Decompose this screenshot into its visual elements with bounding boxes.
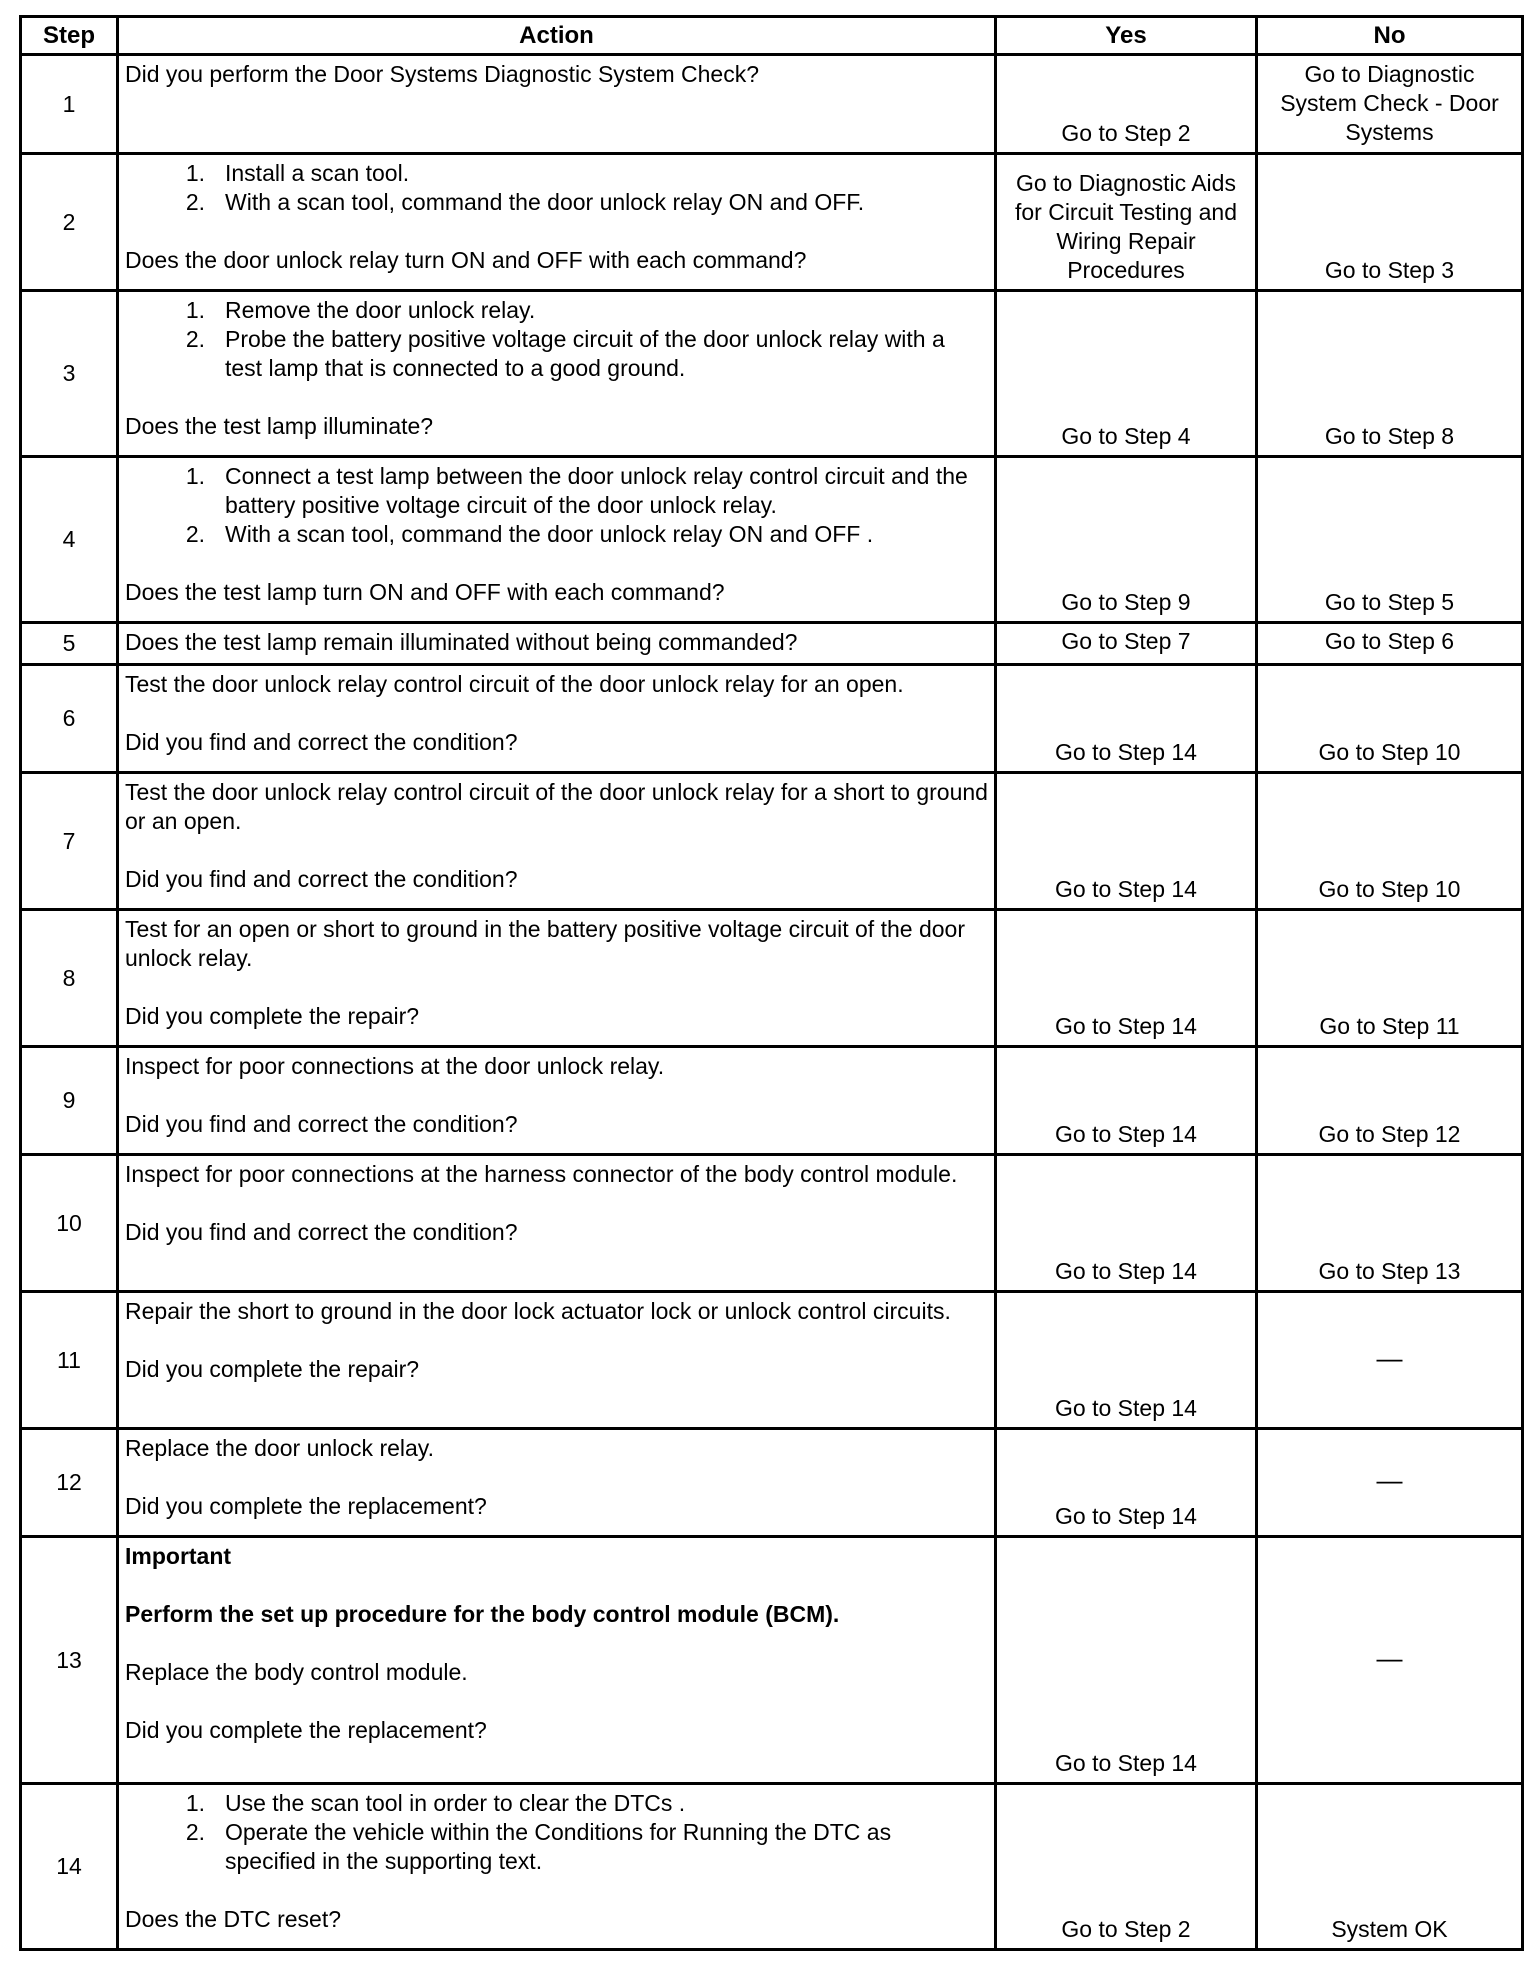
step-number: 11 [21,1292,118,1429]
no-cell: Go to Step 12 [1257,1047,1523,1155]
no-cell: System OK [1257,1784,1523,1950]
no-cell: Go to Step 6 [1257,623,1523,665]
list-item: 1. Use the scan tool in order to clear the DTCs . [185,1790,686,1816]
no-cell: — [1257,1429,1523,1537]
step-number: 8 [21,910,118,1047]
action-list [125,159,988,217]
step-number: 4 [21,457,118,623]
list-item: 1. Remove the door unlock relay. [185,297,536,323]
action-text: Did you perform the Door Systems Diagnostic System Check? [125,61,760,87]
action-cell [118,457,996,623]
no-cell: Go to Step 11 [1257,910,1523,1047]
action-cell [118,1537,996,1784]
action-cell [118,623,996,665]
yes-cell: Go to Step 14 [996,1292,1257,1429]
no-cell: Go to Diagnostic System Check - Door Systems [1257,55,1523,154]
yes-cell: Go to Step 9 [996,457,1257,623]
table-row [21,1537,1523,1784]
action-question: Did you complete the repair? [125,1356,420,1382]
header-step: Step [21,17,118,55]
table-row [21,457,1523,623]
step-number: 12 [21,1429,118,1537]
action-text: Inspect for poor connections at the harness connector of the body control module. [125,1161,958,1187]
table-row [21,665,1523,773]
yes-cell: Go to Step 14 [996,1047,1257,1155]
yes-cell: Go to Step 14 [996,665,1257,773]
step-number: 10 [21,1155,118,1292]
action-list [125,1789,988,1876]
action-cell [118,1292,996,1429]
list-item: 2. With a scan tool, command the door unlock relay ON and OFF . [185,521,874,547]
important-text: Perform the set up procedure for the body control module (BCM). [125,1601,840,1627]
action-cell [118,665,996,773]
yes-cell: Go to Step 7 [996,623,1257,665]
no-cell: Go to Step 10 [1257,773,1523,910]
action-text: Replace the door unlock relay. [125,1435,434,1461]
table-row [21,1784,1523,1950]
table-row [21,291,1523,457]
action-question: Does the test lamp remain illuminated without being commanded? [125,629,798,655]
table-row [21,154,1523,291]
action-question: Did you find and correct the condition? [125,1219,518,1245]
action-question: Did you find and correct the condition? [125,1111,518,1137]
yes-cell: Go to Diagnostic Aids for Circuit Testing and Wiring Repair Procedures [996,154,1257,291]
step-number: 3 [21,291,118,457]
step-number: 1 [21,55,118,154]
header-no: No [1257,17,1523,55]
diagnostic-table [19,15,1524,1951]
action-question: Did you find and correct the condition? [125,866,518,892]
yes-cell: Go to Step 14 [996,1155,1257,1292]
no-cell: Go to Step 5 [1257,457,1523,623]
no-cell: Go to Step 10 [1257,665,1523,773]
list-item: 1. Install a scan tool. [185,160,410,186]
action-cell [118,1429,996,1537]
action-cell [118,1047,996,1155]
action-question: Did you complete the replacement? [125,1717,487,1743]
yes-cell: Go to Step 14 [996,1537,1257,1784]
header-yes: Yes [996,17,1257,55]
table-row [21,1429,1523,1537]
yes-cell: Go to Step 14 [996,773,1257,910]
step-number: 2 [21,154,118,291]
yes-cell: Go to Step 14 [996,910,1257,1047]
action-cell [118,910,996,1047]
step-number: 5 [21,623,118,665]
list-item: 2. Operate the vehicle within the Conditions for Running the DTC as specified in the supporting text. [185,1819,892,1874]
action-cell [118,154,996,291]
table-row [21,623,1523,665]
action-cell [118,773,996,910]
table-row [21,1292,1523,1429]
table-row [21,773,1523,910]
no-cell: Go to Step 13 [1257,1155,1523,1292]
action-cell [118,1155,996,1292]
action-cell [118,291,996,457]
no-cell: — [1257,1537,1523,1784]
header-action: Action [118,17,996,55]
table-row [21,910,1523,1047]
action-text: Replace the body control module. [125,1659,468,1685]
table-row [21,55,1523,154]
table-row [21,1155,1523,1292]
action-question: Did you complete the repair? [125,1003,420,1029]
yes-cell: Go to Step 2 [996,55,1257,154]
list-item: 2. With a scan tool, command the door unlock relay ON and OFF. [185,189,865,215]
no-cell: Go to Step 8 [1257,291,1523,457]
yes-cell: Go to Step 14 [996,1429,1257,1537]
action-question: Does the test lamp turn ON and OFF with each command? [125,579,725,605]
action-cell [118,55,996,154]
no-cell: — [1257,1292,1523,1429]
step-number: 7 [21,773,118,910]
list-item: 2. Probe the battery positive voltage circuit of the door unlock relay with a test lamp that is connected to a good ground. [185,326,945,381]
step-number: 9 [21,1047,118,1155]
action-question: Does the test lamp illuminate? [125,413,434,439]
action-text: Inspect for poor connections at the door unlock relay. [125,1053,665,1079]
yes-cell: Go to Step 2 [996,1784,1257,1950]
no-cell: Go to Step 3 [1257,154,1523,291]
step-number: 14 [21,1784,118,1950]
important-label: Important [125,1543,232,1569]
action-question: Does the door unlock relay turn ON and OFF with each command? [125,247,807,273]
action-question: Did you find and correct the condition? [125,729,518,755]
action-text: Test the door unlock relay control circuit of the door unlock relay for an open. [125,671,904,697]
step-number: 6 [21,665,118,773]
action-cell [118,1784,996,1950]
step-number: 13 [21,1537,118,1784]
table-header-row [21,17,1523,55]
action-question: Did you complete the replacement? [125,1493,487,1519]
action-question: Does the DTC reset? [125,1906,342,1932]
action-text: Test the door unlock relay control circuit of the door unlock relay for a short to ground or an open. [125,779,988,834]
yes-cell: Go to Step 4 [996,291,1257,457]
action-text: Repair the short to ground in the door lock actuator lock or unlock control circuits. [125,1298,951,1324]
action-list [125,296,988,383]
action-list [125,462,988,549]
action-text: Test for an open or short to ground in the battery positive voltage circuit of the door unlock relay. [125,916,965,971]
list-item: 1. Connect a test lamp between the door unlock relay control circuit and the battery positive voltage circuit of the door unlock relay. [185,463,968,518]
table-row [21,1047,1523,1155]
